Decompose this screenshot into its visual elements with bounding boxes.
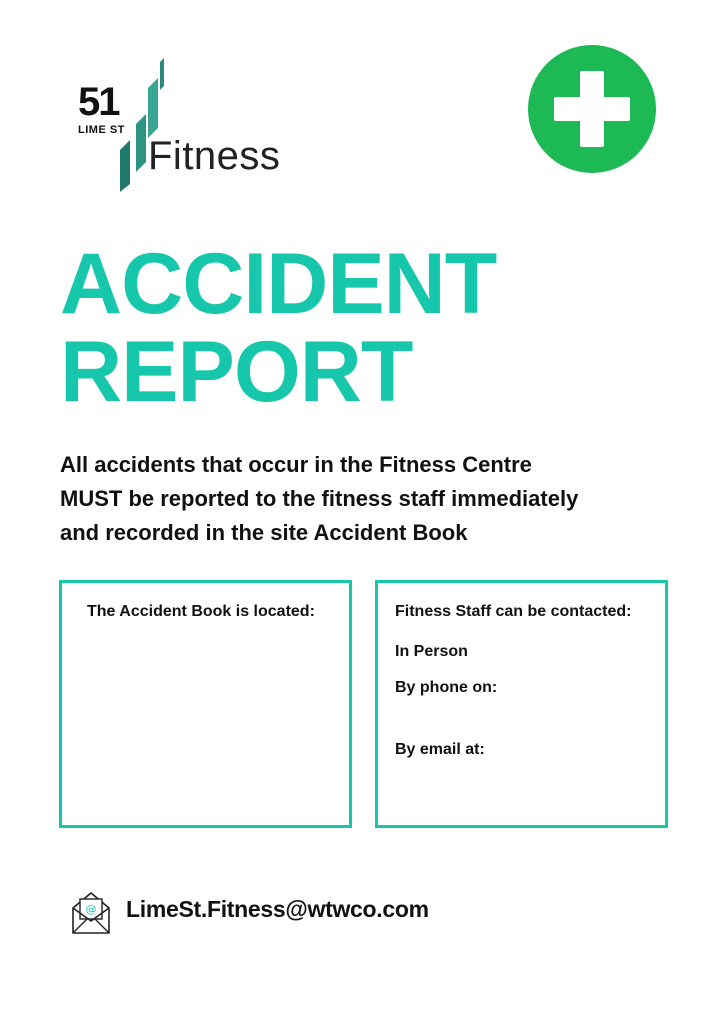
page-title (60, 236, 497, 420)
contact-email-label: By email at: (395, 741, 485, 758)
contact-in-person: In Person (395, 643, 468, 660)
logo-street: LIME ST (78, 124, 125, 136)
staff-contact-heading: Fitness Staff can be contacted: (395, 603, 632, 620)
svg-text:@: @ (85, 903, 97, 916)
contact-email-link[interactable]: LimeSt.Fitness@wtwco.com (126, 896, 429, 922)
logo-name: Fitness (148, 134, 281, 178)
intro-text (60, 448, 680, 550)
intro-line-2: MUST be reported to the fitness staff immediately (60, 486, 579, 511)
accident-book-location-box (59, 580, 352, 828)
intro-line-1: All accidents that occur in the Fitness Centre (60, 452, 532, 477)
title-line-2: REPORT (60, 324, 413, 420)
envelope-at-icon (70, 890, 112, 936)
accident-book-heading: The Accident Book is located: (87, 603, 315, 620)
intro-line-3: and recorded in the site Accident Book (60, 520, 468, 545)
first-aid-cross-icon (528, 45, 656, 173)
logo (76, 58, 306, 198)
contact-phone-label: By phone on: (395, 679, 498, 696)
staff-contact-box (375, 580, 668, 828)
title-line-1: ACCIDENT (60, 236, 497, 332)
logo-number: 51 (78, 80, 119, 124)
contact-footer (70, 890, 490, 936)
